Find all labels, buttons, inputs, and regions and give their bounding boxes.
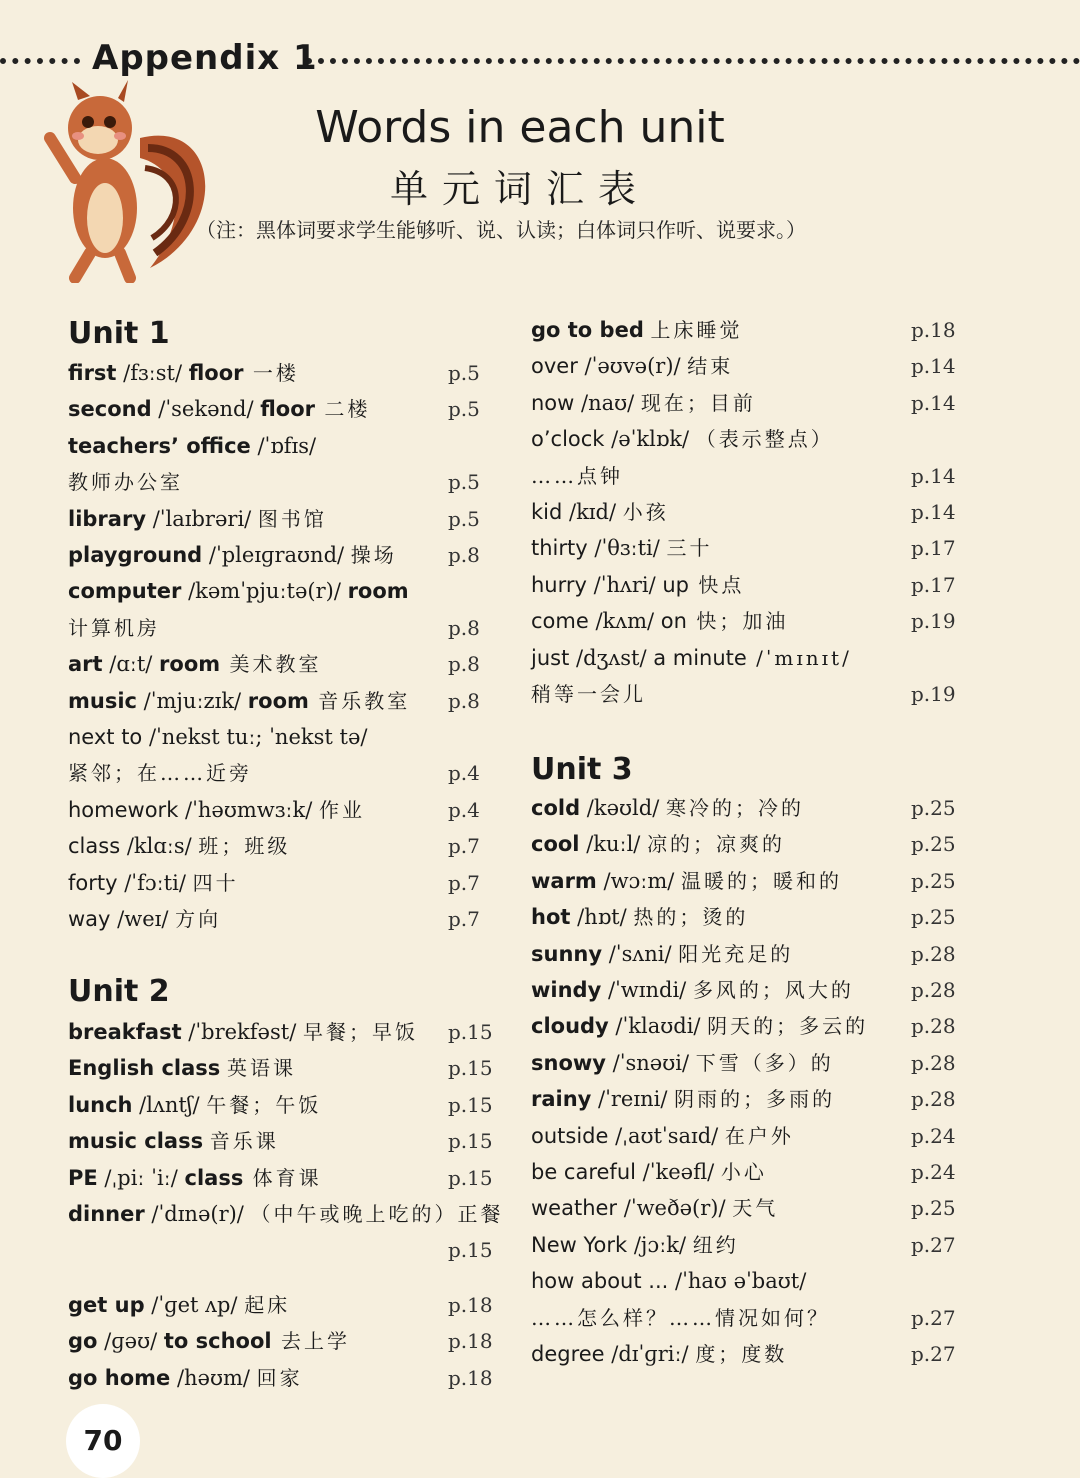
entry-phonetic: /ˈmjuːzɪk/ <box>136 688 248 713</box>
entry-meaning: 操场 <box>350 543 397 567</box>
header-dotted-rule-left <box>0 58 80 64</box>
entry-phonetic: /ˈsnəʊi/ <box>605 1050 696 1075</box>
entry-phonetic <box>644 318 651 342</box>
entry-phonetic: /ˈsʌni/ <box>602 941 679 966</box>
entry-phonetic: /ˈnekst tuː; ˈnekst tə/ <box>142 725 368 749</box>
entry-meaning: /ˈmɪnɪt/ <box>746 645 852 670</box>
entry-page-ref: p.18 <box>448 1365 493 1390</box>
entry-page-ref: p.25 <box>911 832 956 857</box>
entry-phonetic: /ˈklaʊdi/ <box>608 1014 708 1039</box>
entry-page-ref: p.4 <box>448 797 480 822</box>
word-entry <box>531 972 956 1008</box>
entry-page-ref: p.14 <box>911 390 956 415</box>
entry-page-ref: p.5 <box>448 470 480 495</box>
entry-page-ref: p.25 <box>911 905 956 930</box>
entry-word-suffix: on <box>660 609 687 634</box>
entry-page-ref: p.28 <box>911 978 956 1002</box>
entry-word: second <box>68 397 152 422</box>
entry-word: lunch <box>68 1092 133 1117</box>
word-entry <box>531 567 956 603</box>
entry-meaning: 图书馆 <box>257 506 327 531</box>
entry-phonetic: /ˈwɪndi/ <box>601 978 693 1002</box>
word-entry <box>531 1190 956 1226</box>
entry-word: go <box>68 1329 98 1354</box>
entry-word: o’clock <box>531 427 605 452</box>
word-entry <box>68 1123 493 1159</box>
entry-page-ref: p.7 <box>448 870 480 895</box>
word-entry <box>531 421 834 457</box>
entry-page-ref: p.8 <box>448 652 480 677</box>
entry-meaning: 结束 <box>687 354 734 379</box>
entry-phonetic: /ˈweðə(r)/ <box>617 1196 733 1221</box>
entry-meaning: 二楼 <box>315 397 371 422</box>
entry-meaning: （表示整点） <box>695 427 834 452</box>
entry-word: weather <box>531 1196 618 1221</box>
entry-page-ref: p.17 <box>911 536 956 561</box>
entry-meaning: 起床 <box>244 1292 291 1317</box>
entry-word: degree <box>531 1342 605 1366</box>
word-entry <box>68 755 480 791</box>
entry-page-ref: p.28 <box>911 1014 956 1039</box>
entry-word: go to bed <box>531 318 644 342</box>
entry-page-ref: p.5 <box>448 506 480 531</box>
entry-phonetic <box>203 1129 210 1153</box>
entry-page-ref: p.19 <box>911 682 956 706</box>
word-entry <box>68 501 480 537</box>
word-entry <box>531 863 956 899</box>
entry-phonetic: /weɪ/ <box>110 907 176 931</box>
entry-page-ref: p.25 <box>911 796 956 820</box>
entry-phonetic: /dʒʌst/ <box>569 645 654 670</box>
entry-phonetic: /dɪˈɡriː/ <box>604 1342 696 1366</box>
entry-meaning: 体育课 <box>243 1165 322 1190</box>
entry-page-ref: p.18 <box>448 1329 493 1354</box>
entry-page-ref: p.28 <box>911 941 956 966</box>
entry-meaning: 方向 <box>175 907 222 931</box>
entry-page-ref: p.19 <box>911 609 956 634</box>
word-entry <box>68 828 480 864</box>
entry-phonetic: /klɑːs/ <box>120 834 199 859</box>
entry-phonetic <box>220 1056 227 1080</box>
word-entry <box>68 792 480 828</box>
word-entry <box>531 899 956 935</box>
entry-word-suffix: room <box>247 688 309 713</box>
entry-phonetic: /ɡəʊ/ <box>97 1329 164 1354</box>
entry-word: how about ... <box>531 1269 669 1294</box>
entry-meaning: ……点钟 <box>531 463 623 488</box>
word-entry <box>68 1287 493 1323</box>
entry-meaning: 一楼 <box>243 361 299 385</box>
entry-phonetic: /kəʊld/ <box>580 796 666 820</box>
entry-phonetic: /ˌaʊtˈsaɪd/ <box>608 1123 725 1148</box>
entry-phonetic: /ˈhaʊ əˈbaʊt/ <box>668 1269 807 1294</box>
entry-word: playground <box>68 543 203 567</box>
entry-meaning: 寒冷的；冷的 <box>665 796 804 820</box>
entry-phonetic: /ˈəʊvə(r)/ <box>577 354 688 379</box>
entry-page-ref: p.25 <box>911 868 956 893</box>
word-entry <box>68 646 480 682</box>
entry-word: be careful <box>531 1160 636 1184</box>
entry-phonetic: /ˈlaɪbrəri/ <box>146 506 258 531</box>
word-entry <box>68 537 480 573</box>
note-text: （注：黑体词要求学生能够听、说、认读；白体词只作听、说要求。） <box>196 218 806 242</box>
entry-phonetic: /ˈkeəfl/ <box>635 1160 721 1184</box>
word-entry <box>531 640 852 676</box>
entry-meaning: 去上学 <box>271 1329 350 1354</box>
word-entry <box>531 676 956 712</box>
entry-meaning: 下雪（多）的 <box>695 1050 834 1075</box>
entry-phonetic: /kɪd/ <box>562 500 623 524</box>
entry-page-ref: p.27 <box>911 1232 956 1257</box>
entry-word: hurry <box>531 572 587 597</box>
entry-page-ref: p.15 <box>448 1020 493 1044</box>
entry-phonetic: /ˈdɪnə(r)/ <box>144 1202 251 1226</box>
entry-phonetic: /kəmˈpjuːtə(r)/ <box>181 579 348 604</box>
entry-page-ref: p.17 <box>911 572 956 597</box>
entry-phonetic: /ˈbrekfəst/ <box>181 1020 303 1044</box>
appendix-label: Appendix 1 <box>92 38 318 78</box>
entry-meaning: ……怎么样？……情况如何？ <box>531 1305 830 1330</box>
entry-page-ref: p.15 <box>448 1129 493 1154</box>
entry-word: next to <box>68 725 143 749</box>
entry-word: rainy <box>531 1087 592 1112</box>
entry-page-ref: p.27 <box>911 1342 956 1366</box>
word-entry <box>531 1008 956 1044</box>
word-entry <box>531 1227 956 1263</box>
entry-page-ref: p.15 <box>448 1238 493 1263</box>
entry-phonetic: /ˈɡet ʌp/ <box>144 1292 245 1317</box>
entry-page-ref: p.8 <box>448 543 480 567</box>
word-entry <box>531 458 956 494</box>
entry-word: go home <box>68 1365 171 1390</box>
entry-word: library <box>68 506 147 531</box>
word-entry <box>531 1045 956 1081</box>
entry-word: homework <box>68 797 179 822</box>
entry-page-ref: p.24 <box>911 1160 956 1184</box>
entry-meaning: 天气 <box>732 1196 779 1221</box>
entry-meaning: 小孩 <box>622 500 669 524</box>
word-entry <box>531 790 956 826</box>
unit-heading: Unit 1 <box>68 316 170 351</box>
entry-page-ref: p.5 <box>448 397 480 422</box>
entry-word: English class <box>68 1056 221 1081</box>
entry-word: get up <box>68 1292 145 1317</box>
entry-word: art <box>68 652 103 677</box>
entry-page-ref: p.14 <box>911 354 956 379</box>
word-entry <box>68 1050 493 1086</box>
page-number: 70 <box>66 1404 140 1478</box>
entry-word-suffix: room <box>159 652 221 677</box>
entry-phonetic: /ˈhʌri/ <box>586 572 663 597</box>
entry-page-ref: p.8 <box>448 688 480 713</box>
entry-meaning: 紧邻；在……近旁 <box>68 761 252 786</box>
entry-meaning: 音乐教室 <box>308 688 411 713</box>
word-entry <box>68 901 480 937</box>
entry-meaning: 班；班级 <box>198 834 291 859</box>
word-entry <box>531 603 956 639</box>
word-entry <box>531 312 956 348</box>
word-entry <box>531 1336 956 1372</box>
entry-phonetic: /ˈreɪni/ <box>591 1087 675 1112</box>
entry-meaning: 快点 <box>689 572 745 597</box>
entry-word: sunny <box>531 941 603 966</box>
entry-meaning: 阴雨的；多雨的 <box>674 1087 836 1112</box>
entry-meaning: 上床睡觉 <box>650 318 743 342</box>
entry-meaning: 热的；烫的 <box>633 905 749 930</box>
entry-meaning: 回家 <box>256 1365 303 1390</box>
unit-heading: Unit 3 <box>531 752 633 787</box>
entry-word: music <box>68 688 137 713</box>
word-entry <box>531 1300 956 1336</box>
word-entry <box>68 1087 493 1123</box>
entry-phonetic: /kuːl/ <box>579 832 648 857</box>
entry-phonetic: /jɔːk/ <box>627 1232 693 1257</box>
entry-meaning: 多风的；风大的 <box>692 978 854 1002</box>
entry-word: cool <box>531 832 580 857</box>
word-entry <box>531 826 956 862</box>
entry-page-ref: p.25 <box>911 1196 956 1221</box>
entry-meaning: 四十 <box>192 870 239 895</box>
word-entry <box>531 348 956 384</box>
entry-meaning: 现在；目前 <box>640 390 756 415</box>
entry-page-ref: p.28 <box>911 1050 956 1075</box>
entry-word: class <box>68 834 121 859</box>
entry-meaning: 小心 <box>720 1160 767 1184</box>
entry-meaning: 早餐；早饭 <box>302 1020 418 1044</box>
entry-word: computer <box>68 579 182 604</box>
entry-phonetic: /kʌm/ <box>588 609 661 634</box>
entry-word: snowy <box>531 1050 606 1075</box>
word-entry <box>68 1323 493 1359</box>
entry-word: dinner <box>68 1202 145 1226</box>
word-entry <box>531 936 956 972</box>
entry-word-suffix: floor <box>260 397 315 422</box>
entry-phonetic: /fɜːst/ <box>116 361 189 385</box>
entry-word: just <box>531 645 570 670</box>
word-entry <box>68 464 480 500</box>
entry-page-ref: p.15 <box>448 1056 493 1081</box>
word-entry <box>68 1196 504 1232</box>
entry-page-ref: p.18 <box>448 1292 493 1317</box>
entry-meaning: 作业 <box>318 797 365 822</box>
word-entry <box>68 865 480 901</box>
entry-meaning: 阳光充足的 <box>678 941 794 966</box>
entry-meaning: 午餐；午饭 <box>206 1092 322 1117</box>
word-entry <box>531 1118 956 1154</box>
entry-word: over <box>531 354 578 379</box>
entry-word: windy <box>531 978 602 1002</box>
entry-phonetic: /ˈfɔːti/ <box>117 870 193 895</box>
entry-page-ref: p.14 <box>911 500 956 524</box>
entry-word-suffix: room <box>347 579 409 604</box>
entry-word: cloudy <box>531 1014 609 1039</box>
word-entry <box>68 391 480 427</box>
entry-page-ref: p.24 <box>911 1123 956 1148</box>
entry-phonetic: /ˈθɜːti/ <box>587 536 667 561</box>
word-entry <box>68 355 480 391</box>
entry-phonetic: /ˈhəʊmwɜːk/ <box>178 797 319 822</box>
entry-page-ref: p.27 <box>911 1305 956 1330</box>
entry-phonetic: /ɑːt/ <box>102 652 160 677</box>
entry-meaning: 英语课 <box>227 1056 296 1081</box>
entry-page-ref: p.15 <box>448 1092 493 1117</box>
entry-meaning: 纽约 <box>692 1232 739 1257</box>
entry-word-suffix: a minute <box>653 645 747 670</box>
entry-word: outside <box>531 1123 609 1148</box>
entry-page-ref: p.28 <box>911 1087 956 1112</box>
word-entry <box>68 573 409 609</box>
entry-phonetic: /lʌntʃ/ <box>132 1092 207 1117</box>
entry-page-ref: p.15 <box>448 1165 493 1190</box>
entry-page-ref: p.7 <box>448 907 480 931</box>
entry-phonetic: /əˈklɒk/ <box>604 427 696 452</box>
entry-word-suffix: class <box>184 1165 244 1190</box>
entry-meaning: 阴天的；多云的 <box>707 1014 869 1039</box>
word-entry <box>531 385 956 421</box>
entry-page-ref: p.14 <box>911 463 956 488</box>
word-entry <box>68 683 480 719</box>
entry-page-ref: p.18 <box>911 318 956 342</box>
entry-meaning: 在户外 <box>724 1123 794 1148</box>
entry-page-ref: p.4 <box>448 761 480 786</box>
word-entry <box>68 719 367 755</box>
entry-word: warm <box>531 868 597 893</box>
entry-word-suffix: floor <box>188 361 244 385</box>
entry-meaning: 快；加油 <box>686 609 789 634</box>
entry-meaning: 音乐课 <box>209 1129 279 1154</box>
word-entry <box>531 494 956 530</box>
entry-meaning: 温暖的；暖和的 <box>681 868 843 893</box>
entry-word: teachers’ office <box>68 433 251 458</box>
word-entry <box>68 1014 493 1050</box>
entry-word: way <box>68 907 111 931</box>
entry-phonetic: /həʊm/ <box>170 1365 257 1390</box>
entry-phonetic: /naʊ/ <box>574 390 641 415</box>
word-entry <box>531 1081 956 1117</box>
word-entry <box>68 428 316 464</box>
unit-heading: Unit 2 <box>68 974 170 1009</box>
entry-phonetic: /ˈɒfɪs/ <box>250 433 317 458</box>
entry-word-suffix: up <box>662 572 690 597</box>
entry-page-ref: p.5 <box>448 361 480 385</box>
entry-phonetic: /wɔːm/ <box>596 868 682 893</box>
word-entry <box>531 1154 956 1190</box>
entry-page-ref: p.7 <box>448 834 480 859</box>
word-entry <box>68 610 480 646</box>
word-entry <box>68 1360 493 1396</box>
entry-meaning: 美术教室 <box>220 652 322 677</box>
entry-word: thirty <box>531 536 588 561</box>
entry-meaning: 教师办公室 <box>68 470 183 495</box>
entry-meaning: 三十 <box>666 536 713 561</box>
entry-phonetic: /ˈsekənd/ <box>151 397 261 422</box>
entry-word: forty <box>68 870 118 895</box>
entry-phonetic: /ˌpiː ˈiː/ <box>97 1165 185 1190</box>
word-entry <box>531 530 956 566</box>
entry-word: now <box>531 390 575 415</box>
entry-word: PE <box>68 1165 98 1190</box>
entry-meaning: 计算机房 <box>68 615 160 640</box>
entry-phonetic: /hɒt/ <box>570 905 634 930</box>
page-title-chinese: 单元词汇表 <box>389 167 650 211</box>
entry-word: kid <box>531 500 563 524</box>
entry-word: breakfast <box>68 1020 182 1044</box>
entry-word: hot <box>531 905 571 930</box>
entry-phonetic: /ˈpleɪɡraʊnd/ <box>202 543 351 567</box>
entry-meaning: 稍等一会儿 <box>531 682 646 706</box>
entry-word: come <box>531 609 589 634</box>
entry-word: New York <box>531 1232 628 1257</box>
header-dotted-rule-right <box>306 58 1080 64</box>
word-entry <box>68 1160 493 1196</box>
entry-page-ref: p.8 <box>448 615 480 640</box>
entry-word: cold <box>531 796 581 820</box>
page-title-english: Words in each unit <box>315 102 725 153</box>
entry-word: first <box>68 361 117 385</box>
entry-meaning: 凉的；凉爽的 <box>647 832 786 857</box>
word-entry <box>531 1263 806 1299</box>
entry-meaning: 度；度数 <box>695 1342 788 1366</box>
entry-word: music class <box>68 1129 204 1154</box>
entry-meaning: （中午或晚上吃的）正餐 <box>250 1202 504 1226</box>
entry-word-suffix: to school <box>163 1329 272 1354</box>
